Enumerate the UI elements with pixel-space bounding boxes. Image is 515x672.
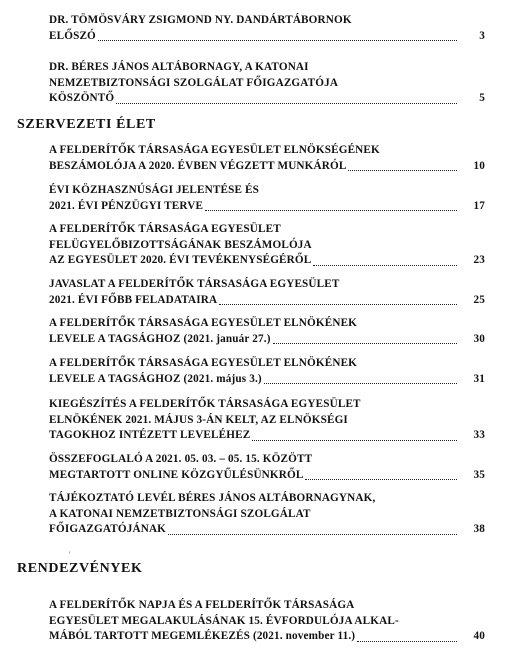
toc-entry-line: BESZÁMOLÓJA A 2020. ÉVBEN VÉGZETT MUNKÁRÓL <box>49 159 347 172</box>
toc-entry-line: A FELDERÍTŐK NAPJA ÉS A FELDERÍTŐK TÁRSASÁGA <box>49 599 355 611</box>
toc-entry-line: KÖSZÖNTŐ <box>49 92 115 104</box>
toc-entry[interactable] <box>49 222 485 269</box>
toc-entry-line: A KATONAI NEMZETBIZTONSÁGI SZOLGÁLAT <box>49 507 311 520</box>
toc-entry-foreword[interactable] <box>49 13 485 44</box>
dot-leader <box>205 201 457 211</box>
toc-entry-line: A FELDERÍTŐK TÁRSASÁGA EGYESÜLET ELNÖKSÉGÉNEK <box>49 144 380 156</box>
page-number: 3 <box>479 29 485 42</box>
dot-leader <box>305 470 457 480</box>
toc-entry-line: FELÜGYELŐBIZOTTSÁGÁNAK BESZÁMOLÓJA <box>49 238 312 251</box>
page-number: 10 <box>473 159 485 172</box>
toc-entry-greeting[interactable] <box>49 60 485 107</box>
toc-entry[interactable] <box>49 277 485 308</box>
toc-entry[interactable] <box>49 491 485 538</box>
page-number: 35 <box>473 468 485 481</box>
stray-mark: ' <box>69 550 71 559</box>
toc-entry-line: TAGOKHOZ INTÉZETT LEVELÉHEZ <box>49 429 251 441</box>
page-number: 25 <box>473 293 485 306</box>
toc-entry-line: JAVASLAT A FELDERÍTŐK TÁRSASÁGA EGYESÜLET <box>49 278 340 290</box>
page-number: 30 <box>473 332 485 345</box>
toc-entry[interactable] <box>49 143 485 174</box>
toc-entry[interactable] <box>49 316 485 347</box>
toc-entry-line: AZ EGYESÜLET 2020. ÉVI TEVÉKENYSÉGÉRŐL <box>49 254 312 266</box>
toc-entry-line: NEMZETBIZTONSÁGI SZOLGÁLAT FŐIGAZGATÓJA <box>49 76 339 89</box>
toc-entry-line: MÁBÓL TARTOTT MEGEMLÉKEZÉS (2021. november 11.) <box>49 630 356 642</box>
toc-entry-line: FŐIGAZGATÓJÁNAK <box>49 523 167 535</box>
toc-entry[interactable] <box>49 183 485 214</box>
dot-leader <box>116 94 457 104</box>
page-number: 5 <box>479 92 485 104</box>
dot-leader <box>264 374 457 384</box>
dot-leader <box>313 256 457 266</box>
page-number: 31 <box>473 372 485 385</box>
toc-entry[interactable] <box>49 598 485 645</box>
toc-entry-line: ÉVI KÖZHASZNÚSÁGI JELENTÉSE ÉS <box>49 184 259 196</box>
toc-entry-line: 2021. ÉVI PÉNZÜGYI TERVE <box>49 199 204 212</box>
dot-leader <box>348 161 457 171</box>
toc-entry[interactable] <box>49 356 485 387</box>
toc-entry[interactable] <box>49 452 485 483</box>
toc-entry[interactable] <box>49 397 485 444</box>
toc-entry-line: A FELDERÍTŐK TÁRSASÁGA EGYESÜLET <box>49 223 281 235</box>
page-number: 17 <box>473 199 485 212</box>
toc-entry-line: EGYESÜLET MEGALAKULÁSÁNAK 15. ÉVFORDULÓJA ALKAL- <box>49 614 399 627</box>
toc-entry-line: ELŐSZÓ <box>49 29 96 42</box>
page-number: 38 <box>473 523 485 535</box>
dot-leader <box>219 295 457 305</box>
toc-entry-line: KIEGÉSZÍTÉS A FELDERÍTŐK TÁRSASÁGA EGYESÜLET <box>49 398 361 410</box>
toc-entry-line: A FELDERÍTŐK TÁRSASÁGA EGYESÜLET ELNÖKÉNEK <box>49 357 358 369</box>
page-number: 23 <box>473 254 485 266</box>
toc-entry-line: LEVELE A TAGSÁGHOZ (2021. május 3.) <box>49 372 262 385</box>
toc-entry-line: A FELDERÍTŐK TÁRSASÁGA EGYESÜLET ELNÖKÉNEK <box>49 317 358 329</box>
toc-entry-line: 2021. ÉVI FŐBB FELADATAIRA <box>49 293 218 306</box>
toc-entry-line: ÖSSZEFOGLALÓ A 2021. 05. 03. – 05. 15. KÖZÖTT <box>49 453 313 465</box>
dot-leader <box>252 431 457 441</box>
toc-entry-line: MEGTARTOTT ONLINE KÖZGYŰLÉSÜNKRŐL <box>49 468 304 481</box>
toc-entry-line: LEVELE A TAGSÁGHOZ (2021. január 27.) <box>49 332 271 345</box>
page-number: 33 <box>473 429 485 441</box>
dot-leader <box>98 31 457 41</box>
toc-entry-line: TÁJÉKOZTATÓ LEVÉL BÉRES JÁNOS ALTÁBORNAGYNAK, <box>49 492 376 504</box>
toc-entry-line: DR. TÖMÖSVÁRY ZSIGMOND NY. DANDÁRTÁBORNOK <box>49 14 352 26</box>
dot-leader <box>168 525 457 535</box>
section-heading-szervezeti-elet: SZERVEZETI ÉLET <box>17 117 156 132</box>
toc-entry-line: DR. BÉRES JÁNOS ALTÁBORNAGY, A KATONAI <box>49 61 309 73</box>
toc-entry-line: ELNÖKÉNEK 2021. MÁJUS 3-ÁN KELT, AZ ELNÖKSÉGI <box>49 413 348 426</box>
page-number: 40 <box>473 630 485 642</box>
section-heading-rendezvenyek: RENDEZVÉNYEK <box>17 561 143 576</box>
dot-leader <box>357 632 457 642</box>
dot-leader <box>273 334 457 344</box>
